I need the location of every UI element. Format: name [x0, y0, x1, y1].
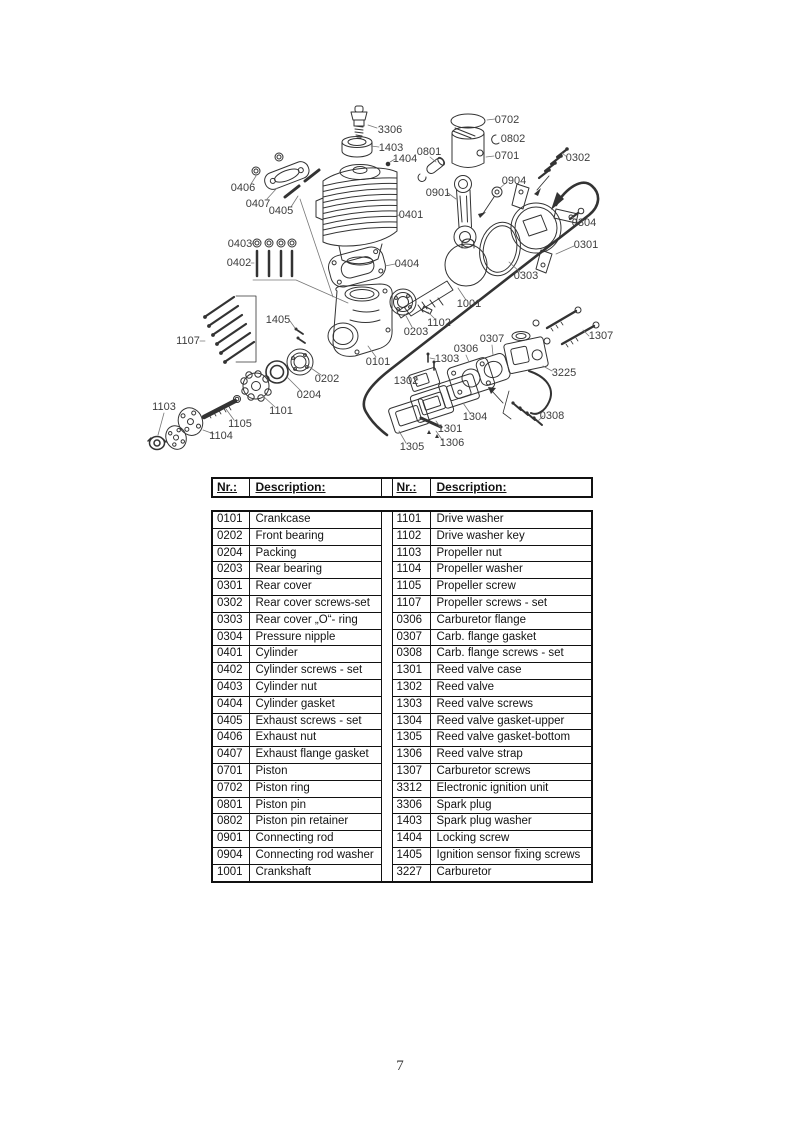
part-number-left: 0904 [212, 847, 249, 864]
part-number-right: 1303 [392, 696, 430, 713]
table-row [212, 595, 592, 612]
table-row [212, 612, 592, 629]
carburetor-part [503, 320, 551, 414]
table-spacer [381, 646, 392, 663]
part-number-right: 1403 [392, 814, 430, 831]
table-row [212, 562, 592, 579]
propeller-screw-part [204, 396, 241, 419]
part-number-right: 1107 [392, 595, 430, 612]
part-number-left: 0406 [212, 730, 249, 747]
part-number-left: 0407 [212, 747, 249, 764]
part-description-left: Cylinder nut [249, 679, 381, 696]
table-row [212, 864, 592, 881]
spark-plug-part [351, 106, 367, 138]
callout-labels [152, 114, 613, 453]
pin-clip-part [418, 174, 426, 181]
part-description-left: Piston [249, 763, 381, 780]
piston-pin-retainer-part [492, 135, 499, 144]
diagram-callout-0307: 0307 [479, 333, 505, 345]
diagram-callout-0404: 0404 [394, 258, 420, 270]
connecting-rod-part [454, 176, 476, 249]
piston-ring-part [451, 114, 485, 128]
spark-plug-washer-part [342, 137, 372, 158]
part-number-right: 0307 [392, 629, 430, 646]
part-description-right: Carburetor flange [430, 612, 592, 629]
diagram-callout-0405: 0405 [268, 205, 294, 217]
part-number-right: 1105 [392, 579, 430, 596]
locking-screw-part [386, 162, 390, 166]
table-spacer [381, 612, 392, 629]
part-number-left: 0301 [212, 579, 249, 596]
table-spacer [381, 511, 392, 528]
diagram-callout-1303: 1303 [434, 353, 460, 365]
part-number-left: 0204 [212, 545, 249, 562]
table-row [212, 747, 592, 764]
diagram-callout-0308: 0308 [539, 410, 565, 422]
exploded-parts-diagram [0, 0, 800, 480]
part-number-left: 0403 [212, 679, 249, 696]
part-description-right: Reed valve gasket-upper [430, 713, 592, 730]
part-number-left: 0101 [212, 511, 249, 528]
rear-cover-part [511, 184, 578, 273]
table-spacer [381, 679, 392, 696]
part-number-left: 0901 [212, 831, 249, 848]
reed-valve-gasket-upper-part [438, 373, 480, 409]
table-row [212, 763, 592, 780]
diagram-callout-3306: 3306 [377, 124, 403, 136]
diagram-callout-0701: 0701 [494, 150, 520, 162]
part-number-right: 0306 [392, 612, 430, 629]
part-number-left: 0203 [212, 562, 249, 579]
part-number-right: 3312 [392, 780, 430, 797]
table-row [212, 679, 592, 696]
table-spacer [381, 595, 392, 612]
part-number-left: 0405 [212, 713, 249, 730]
diagram-callout-0101: 0101 [365, 356, 391, 368]
part-description-left: Exhaust nut [249, 730, 381, 747]
header-spacer [381, 478, 392, 497]
table-spacer [381, 797, 392, 814]
part-number-left: 0404 [212, 696, 249, 713]
part-description-right: Ignition sensor fixing screws [430, 847, 592, 864]
exhaust-nuts-part [252, 153, 283, 175]
diagram-callout-0202: 0202 [314, 373, 340, 385]
part-number-right: 1101 [392, 511, 430, 528]
diagram-callout-1305: 1305 [399, 441, 425, 453]
part-number-right: 1304 [392, 713, 430, 730]
part-description-right: Carb. flange gasket [430, 629, 592, 646]
part-number-right: 1103 [392, 545, 430, 562]
part-number-right: 1306 [392, 747, 430, 764]
part-number-right: 1301 [392, 663, 430, 680]
part-description-left: Front bearing [249, 528, 381, 545]
part-number-left: 0303 [212, 612, 249, 629]
part-description-left: Piston ring [249, 780, 381, 797]
part-description-left: Cylinder [249, 646, 381, 663]
part-number-right: 1405 [392, 847, 430, 864]
propeller-screws-set-part [203, 296, 256, 364]
part-description-right: Propeller washer [430, 562, 592, 579]
table-row [212, 545, 592, 562]
cylinder-part [316, 165, 397, 266]
part-description-right: Spark plug washer [430, 814, 592, 831]
part-number-left: 0702 [212, 780, 249, 797]
diagram-callout-1102: 1102 [427, 317, 451, 329]
diagram-callout-0403: 0403 [227, 238, 253, 250]
diagram-callout-0304: 0304 [571, 217, 597, 229]
exhaust-flange-gasket-part [262, 159, 311, 191]
part-description-left: Connecting rod [249, 831, 381, 848]
diagram-callout-1302: 1302 [393, 375, 419, 387]
reed-valve-gasket-bottom-part [388, 398, 430, 434]
part-description-right: Drive washer [430, 511, 592, 528]
table-row [212, 528, 592, 545]
diagram-callout-1405: 1405 [265, 314, 291, 326]
part-number-right: 3227 [392, 864, 430, 881]
table-spacer [381, 713, 392, 730]
diagram-callout-0402: 0402 [226, 257, 252, 269]
part-number-left: 0302 [212, 595, 249, 612]
part-number-right: 0308 [392, 646, 430, 663]
table-spacer [381, 763, 392, 780]
piston-pin-part [425, 156, 446, 175]
diagram-callout-0407: 0407 [245, 198, 271, 210]
table-spacer [381, 747, 392, 764]
ignition-sensor-screws-part [295, 328, 306, 344]
diagram-callout-0204: 0204 [296, 389, 322, 401]
table-spacer [381, 814, 392, 831]
part-description-left: Piston pin [249, 797, 381, 814]
diagram-callout-1001: 1001 [456, 298, 482, 310]
part-description-left: Crankshaft [249, 864, 381, 881]
rear-bearing-part [390, 289, 416, 315]
part-number-right: 1302 [392, 679, 430, 696]
table-row [212, 831, 592, 848]
part-description-right: Spark plug [430, 797, 592, 814]
diagram-callout-0901: 0901 [425, 187, 451, 199]
diagram-callout-0802: 0802 [500, 133, 526, 145]
table-spacer [381, 579, 392, 596]
diagram-callout-1403: 1403 [378, 142, 404, 154]
parts-table [211, 510, 593, 883]
diagram-callout-0406: 0406 [230, 182, 256, 194]
part-description-left: Exhaust flange gasket [249, 747, 381, 764]
part-description-right: Reed valve strap [430, 747, 592, 764]
part-description-right: Drive washer key [430, 528, 592, 545]
table-spacer [381, 730, 392, 747]
diagram-callout-1404: 1404 [392, 153, 418, 165]
parts-table-header [211, 477, 593, 498]
diagram-callout-1103: 1103 [152, 401, 176, 413]
diagram-callout-1101: 1101 [269, 405, 293, 417]
table-row [212, 797, 592, 814]
table-row [212, 814, 592, 831]
table-row [212, 713, 592, 730]
diagram-callout-0301: 0301 [573, 239, 599, 251]
part-description-right: Reed valve screws [430, 696, 592, 713]
part-number-right: 3306 [392, 797, 430, 814]
diagram-callout-1304: 1304 [462, 411, 488, 423]
table-spacer [381, 864, 392, 881]
part-description-right: Reed valve [430, 679, 592, 696]
cylinder-gasket-part [326, 244, 388, 289]
table-row [212, 730, 592, 747]
page-number: 7 [396, 1058, 404, 1074]
cylinder-nuts-part [253, 239, 296, 247]
diagram-callout-3225: 3225 [551, 367, 577, 379]
part-description-left: Piston pin retainer [249, 814, 381, 831]
table-row [212, 663, 592, 680]
table-spacer [381, 831, 392, 848]
part-number-right: 1307 [392, 763, 430, 780]
table-spacer [381, 780, 392, 797]
table-row [212, 696, 592, 713]
part-number-left: 0401 [212, 646, 249, 663]
table-row [212, 780, 592, 797]
diagram-callout-1107: 1107 [176, 335, 200, 347]
front-bearing-part [287, 349, 313, 375]
part-number-right: 1305 [392, 730, 430, 747]
table-row [212, 629, 592, 646]
diagram-callout-0702: 0702 [494, 114, 520, 126]
part-description-left: Cylinder gasket [249, 696, 381, 713]
header-description-right: Description: [430, 478, 592, 497]
part-number-left: 0202 [212, 528, 249, 545]
diagram-callout-1104: 1104 [209, 430, 233, 442]
part-description-right: Propeller screw [430, 579, 592, 596]
crankcase-part [328, 284, 392, 356]
diagram-callout-1105: 1105 [228, 418, 252, 430]
part-description-right: Propeller nut [430, 545, 592, 562]
part-description-left: Rear cover [249, 579, 381, 596]
table-row [212, 579, 592, 596]
header-nr-left: Nr.: [212, 478, 249, 497]
part-description-left: Packing [249, 545, 381, 562]
table-spacer [381, 629, 392, 646]
part-description-left: Rear cover „O“- ring [249, 612, 381, 629]
diagram-callout-0904: 0904 [501, 175, 527, 187]
header-row [212, 478, 592, 497]
part-description-left: Cylinder screws - set [249, 663, 381, 680]
part-number-left: 0402 [212, 663, 249, 680]
diagram-callout-0801: 0801 [416, 146, 442, 158]
part-description-left: Rear cover screws-set [249, 595, 381, 612]
part-description-right: Locking screw [430, 831, 592, 848]
table-row [212, 511, 592, 528]
diagram-callout-1307: 1307 [588, 330, 614, 342]
part-description-left: Crankcase [249, 511, 381, 528]
part-number-left: 0802 [212, 814, 249, 831]
table-row [212, 847, 592, 864]
diagram-callout-0203: 0203 [403, 326, 429, 338]
part-number-right: 1102 [392, 528, 430, 545]
diagram-callout-1306: 1306 [439, 437, 465, 449]
part-description-right: Carburetor screws [430, 763, 592, 780]
drive-washer-part [241, 371, 271, 401]
part-description-right: Propeller screws - set [430, 595, 592, 612]
parts-table-body [212, 511, 592, 882]
table-spacer [381, 528, 392, 545]
header-nr-right: Nr.: [392, 478, 430, 497]
part-number-left: 1001 [212, 864, 249, 881]
part-description-right: Electronic ignition unit [430, 780, 592, 797]
diagram-callout-1301: 1301 [437, 423, 463, 435]
propeller-nut-part [148, 437, 166, 450]
drive-washer-key-part [422, 306, 432, 314]
diagram-callout-0303: 0303 [513, 270, 539, 282]
part-description-left: Exhaust screws - set [249, 713, 381, 730]
connecting-rod-washer-part [492, 187, 502, 197]
part-number-left: 0701 [212, 763, 249, 780]
table-spacer [381, 562, 392, 579]
part-description-right: Carburetor [430, 864, 592, 881]
table-spacer [381, 663, 392, 680]
diagram-callout-0401: 0401 [398, 209, 424, 221]
part-description-left: Connecting rod washer [249, 847, 381, 864]
table-spacer [381, 545, 392, 562]
diagram-callout-0302: 0302 [565, 152, 591, 164]
header-description-left: Description: [249, 478, 381, 497]
table-spacer [381, 847, 392, 864]
piston-part [452, 127, 484, 168]
part-description-left: Rear bearing [249, 562, 381, 579]
table-spacer [381, 696, 392, 713]
part-description-left: Pressure nipple [249, 629, 381, 646]
part-number-left: 0801 [212, 797, 249, 814]
diagram-callout-0306: 0306 [453, 343, 479, 355]
rear-cover-screws-part [539, 150, 566, 178]
table-row [212, 646, 592, 663]
part-description-right: Reed valve gasket-bottom [430, 730, 592, 747]
part-description-right: Carb. flange screws - set [430, 646, 592, 663]
part-number-right: 1104 [392, 562, 430, 579]
cylinder-studs-part [257, 251, 292, 276]
part-description-right: Reed valve case [430, 663, 592, 680]
part-number-left: 0304 [212, 629, 249, 646]
part-number-right: 1404 [392, 831, 430, 848]
